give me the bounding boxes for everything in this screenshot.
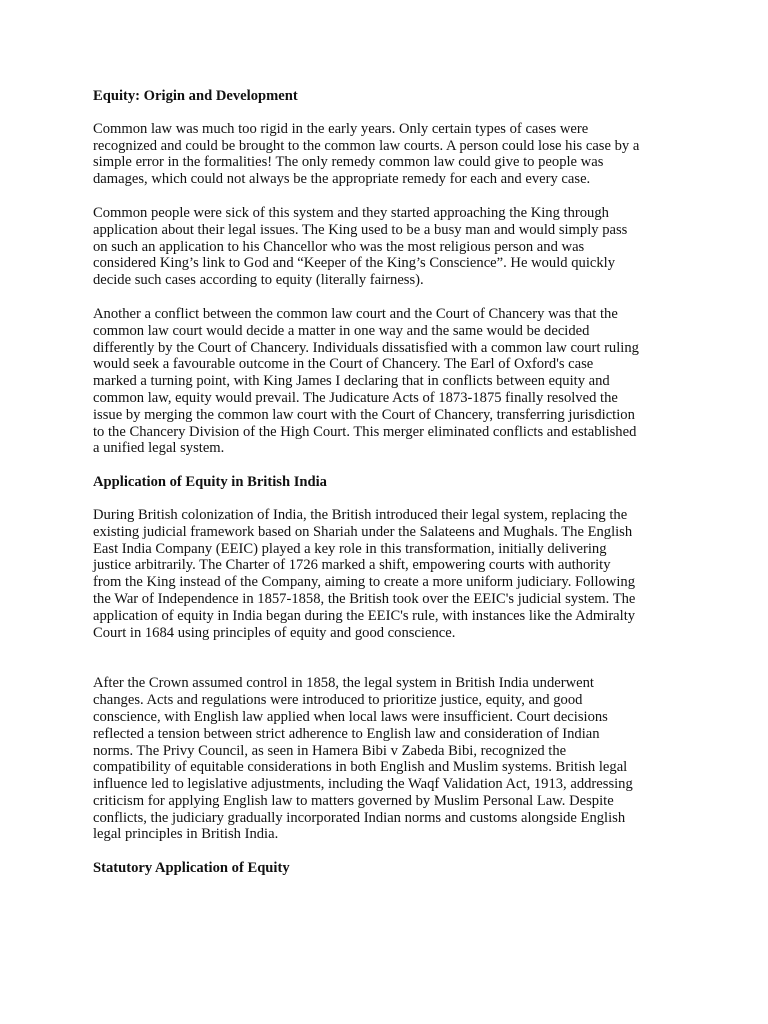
text-line: marked a turning point, with King James I declaring that in conflicts between equity and bbox=[93, 373, 610, 390]
text-line: legal principles in British India. bbox=[93, 826, 279, 843]
text-line: compatibility of equitable considerations in both English and Muslim systems. British legal bbox=[93, 759, 628, 776]
text-line: on such an application to his Chancellor who was the most religious person and was bbox=[93, 238, 585, 255]
heading-statutory-application: Statutory Application of Equity bbox=[93, 860, 290, 877]
text-line: reflected a tension between strict adherence to English law and consideration of Indian bbox=[93, 725, 600, 742]
text-line: would seek a favourable outcome in the Court of Chancery. The Earl of Oxford's case bbox=[93, 356, 594, 373]
text-line: to the Chancery Division of the High Court. This merger eliminated conflicts and established bbox=[93, 423, 637, 440]
text-line: common law, equity would prevail. The Judicature Acts of 1873-1875 finally resolved the bbox=[93, 389, 618, 406]
text-line: Another a conflict between the common law court and the Court of Chancery was that the bbox=[93, 305, 618, 322]
paragraph-conflict-chancery bbox=[93, 306, 683, 457]
text-line: application about their legal issues. The King used to be a busy man and would simply pass bbox=[93, 221, 628, 238]
text-line: changes. Acts and regulations were introduced to prioritize justice, equity, and good bbox=[93, 692, 583, 709]
text-line: Court in 1684 using principles of equity and good conscience. bbox=[93, 624, 456, 641]
text-line: a unified legal system. bbox=[93, 440, 225, 457]
document-page bbox=[93, 88, 683, 877]
text-line: After the Crown assumed control in 1858, the legal system in British India underwent bbox=[93, 675, 594, 692]
text-line: Common law was much too rigid in the early years. Only certain types of cases were bbox=[93, 120, 589, 137]
text-line: differently by the Court of Chancery. Individuals dissatisfied with a common law court ruling bbox=[93, 339, 639, 356]
text-line: considered King’s link to God and “Keeper of the King’s Conscience”. He would quickly bbox=[93, 255, 616, 272]
paragraph-british-colonization bbox=[93, 507, 683, 641]
text-line: existing judicial framework based on Shariah under the Salateens and Mughals. The English bbox=[93, 523, 633, 540]
text-line: the War of Independence in 1857-1858, the British took over the EEIC's judicial system. The bbox=[93, 590, 636, 607]
text-line: simple error in the formalities! The only remedy common law could give to people was bbox=[93, 154, 604, 171]
text-line: from the King instead of the Company, aiming to create a more uniform judiciary. Following bbox=[93, 574, 635, 591]
text-line: damages, which could not always be the appropriate remedy for each and every case. bbox=[93, 171, 591, 188]
text-line: influence led to legislative adjustments, including the Waqf Validation Act, 1913, addressing bbox=[93, 776, 633, 793]
text-line: norms. The Privy Council, as seen in Hamera Bibi v Zabeda Bibi, recognized the bbox=[93, 742, 567, 759]
paragraph-crown-control bbox=[93, 675, 683, 843]
text-line: criticism for applying English law to matters governed by Muslim Personal Law. Despite bbox=[93, 792, 614, 809]
text-line: decide such cases according to equity (literally fairness). bbox=[93, 272, 424, 289]
text-line: conflicts, the judiciary gradually incorporated Indian norms and customs alongside English bbox=[93, 809, 626, 826]
text-line: justice arbitrarily. The Charter of 1726 marked a shift, empowering courts with authority bbox=[93, 557, 611, 574]
heading-equity-origin: Equity: Origin and Development bbox=[93, 88, 298, 104]
text-line: During British colonization of India, the British introduced their legal system, replacing the bbox=[93, 506, 628, 523]
paragraph-common-people bbox=[93, 205, 683, 289]
text-line: recognized and could be brought to the common law courts. A person could lose his case by a bbox=[93, 137, 640, 154]
text-line: application of equity in India began during the EEIC's rule, with instances like the Admiralty bbox=[93, 607, 636, 624]
paragraph-common-law-rigid bbox=[93, 121, 683, 188]
text-line: common law court would decide a matter in one way and the same would be decided bbox=[93, 322, 590, 339]
text-line: Common people were sick of this system and they started approaching the King through bbox=[93, 204, 609, 221]
text-line: conscience, with English law applied when local laws were insufficient. Court decisions bbox=[93, 708, 608, 725]
heading-british-india: Application of Equity in British India bbox=[93, 474, 327, 491]
text-line: issue by merging the common law court with the Court of Chancery, transferring jurisdiction bbox=[93, 406, 635, 423]
text-line: East India Company (EEIC) played a key role in this transformation, initially delivering bbox=[93, 540, 607, 557]
